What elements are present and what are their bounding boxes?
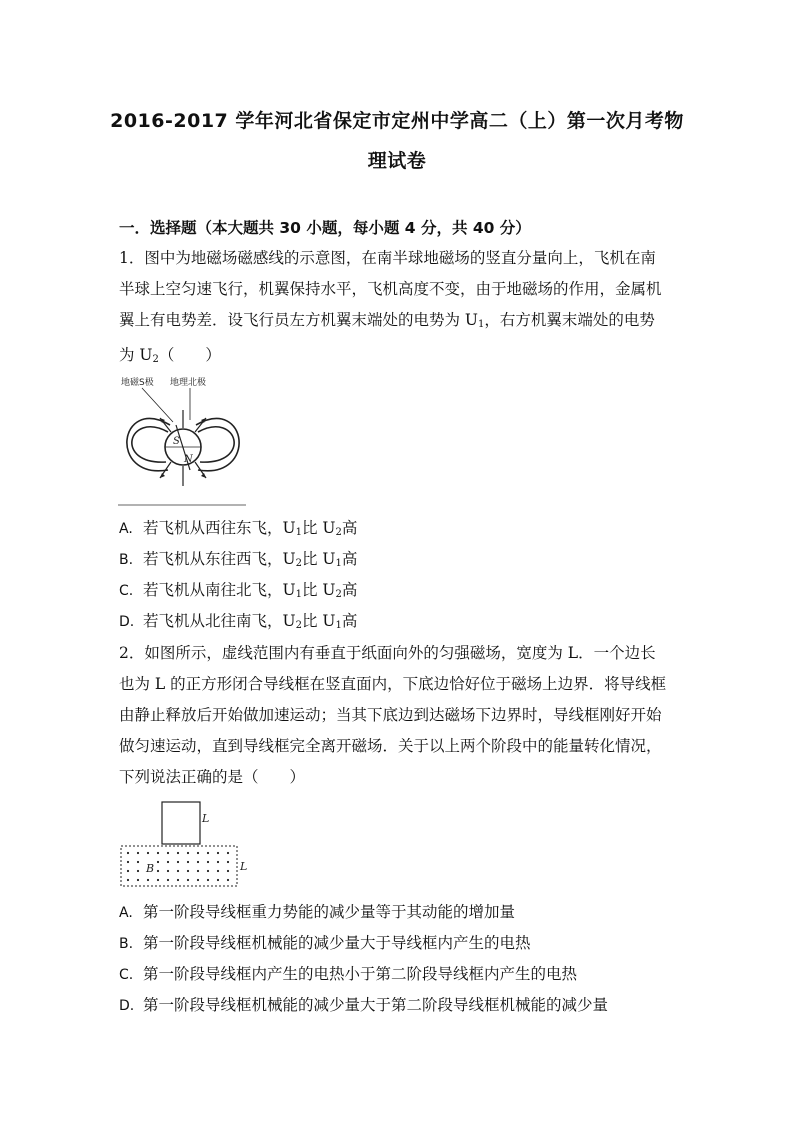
question-1-line: 1．图中为地磁场磁感线的示意图，在南半球地磁场的竖直分量向上，飞机在南 xyxy=(119,249,656,267)
figure-label-frame-side: L xyxy=(202,812,210,825)
field-dot xyxy=(167,870,169,872)
field-dot xyxy=(207,852,209,854)
field-dot xyxy=(177,861,179,863)
figure-label-b: B xyxy=(146,862,155,875)
field-dot xyxy=(157,870,159,872)
field-dot xyxy=(207,861,209,863)
square-wire-frame xyxy=(162,802,200,844)
question-2-line: 2．如图所示，虚线范围内有垂直于纸面向外的匀强磁场，宽度为 L．一个边长 xyxy=(119,644,656,662)
question-2-option-c[interactable]: C. 第一阶段导线框内产生的电热小于第二阶段导线框内产生的电热 xyxy=(119,965,578,983)
field-dot xyxy=(207,879,209,881)
question-1-option-a[interactable]: A. 若飞机从西往东飞，$U_1$比 $U_2$高 xyxy=(119,519,358,538)
field-dot xyxy=(187,861,189,863)
field-dot xyxy=(187,870,189,872)
field-dot xyxy=(187,879,189,881)
figure-label-geographic-north-pole: 地理北极 xyxy=(170,378,207,388)
field-dot xyxy=(217,861,219,863)
field-dot xyxy=(147,879,149,881)
field-dot xyxy=(167,861,169,863)
figure-label-s: S xyxy=(173,436,180,447)
field-dot xyxy=(127,879,129,881)
field-dot xyxy=(157,852,159,854)
field-dot xyxy=(127,870,129,872)
geomagnetic-field-diagram xyxy=(118,370,248,508)
field-dot xyxy=(227,870,229,872)
field-dot xyxy=(217,852,219,854)
question-2-line: 也为 L 的正方形闭合导线框在竖直面内，下底边恰好位于磁场上边界．将导线框 xyxy=(119,675,667,693)
question-2-line: 做匀速运动，直到导线框完全离开磁场．关于以上两个阶段中的能量转化情况， xyxy=(119,737,662,755)
question-1-text xyxy=(119,243,677,375)
field-dot xyxy=(227,852,229,854)
field-dot xyxy=(177,870,179,872)
figure-label-n: N xyxy=(184,454,193,465)
field-dot xyxy=(187,852,189,854)
question-2-option-a[interactable]: A. 第一阶段导线框重力势能的减少量等于其动能的增加量 xyxy=(119,903,516,921)
figure-label-field-width: L xyxy=(240,860,248,873)
question-1-option-c[interactable]: C. 若飞机从南往北飞，$U_1$比 $U_2$高 xyxy=(119,581,358,600)
figure-label-magnetic-south-pole: 地磁S极 xyxy=(121,378,154,388)
question-1-option-b[interactable]: B. 若飞机从东往西飞，$U_2$比 $U_1$高 xyxy=(119,550,358,569)
wire-frame-magnetic-field-diagram xyxy=(118,798,258,894)
field-dot xyxy=(127,852,129,854)
field-dot xyxy=(147,852,149,854)
field-dot xyxy=(217,870,219,872)
question-1-line: 翼上有电势差．设飞行员左方机翼末端处的电势为 $U_1$，右方机翼末端处的电势 xyxy=(119,311,655,330)
question-1-line: 为 $U_2$（ ） xyxy=(119,346,221,365)
field-dot xyxy=(197,879,199,881)
field-dot xyxy=(137,879,139,881)
field-dot xyxy=(177,852,179,854)
field-dot xyxy=(137,870,139,872)
field-dots xyxy=(127,852,229,881)
field-dot xyxy=(197,852,199,854)
field-dot xyxy=(227,861,229,863)
question-2-option-b[interactable]: B. 第一阶段导线框机械能的减少量大于导线框内产生的电热 xyxy=(119,934,531,952)
field-dot xyxy=(137,852,139,854)
field-dot xyxy=(207,870,209,872)
field-dot xyxy=(197,861,199,863)
document-title-line-1: 2016-2017 学年河北省保定市定州中学高二（上）第一次月考物 xyxy=(110,110,684,132)
field-dot xyxy=(157,861,159,863)
field-dot xyxy=(137,861,139,863)
field-dot xyxy=(217,879,219,881)
question-2-line: 由静止释放后开始做加速运动；当其下底边到达磁场下边界时，导线框刚好开始 xyxy=(119,706,662,724)
question-1-option-d[interactable]: D. 若飞机从北往南飞，$U_2$比 $U_1$高 xyxy=(119,612,358,631)
field-dot xyxy=(197,870,199,872)
field-dot xyxy=(227,879,229,881)
question-1-line: 半球上空匀速飞行，机翼保持水平，飞机高度不变，由于地磁场的作用，金属机 xyxy=(119,280,662,298)
question-2-text xyxy=(119,638,677,793)
field-dot xyxy=(167,879,169,881)
field-dot xyxy=(167,852,169,854)
field-dot xyxy=(127,861,129,863)
field-dot xyxy=(177,879,179,881)
question-2-option-d[interactable]: D. 第一阶段导线框机械能的减少量大于第二阶段导线框机械能的减少量 xyxy=(119,996,609,1014)
field-dot xyxy=(157,879,159,881)
section-heading: 一．选择题（本大题共 30 小题，每小题 4 分，共 40 分） xyxy=(119,219,531,237)
document-title-line-2: 理试卷 xyxy=(367,150,427,172)
question-2-line: 下列说法正确的是（ ） xyxy=(119,768,306,786)
